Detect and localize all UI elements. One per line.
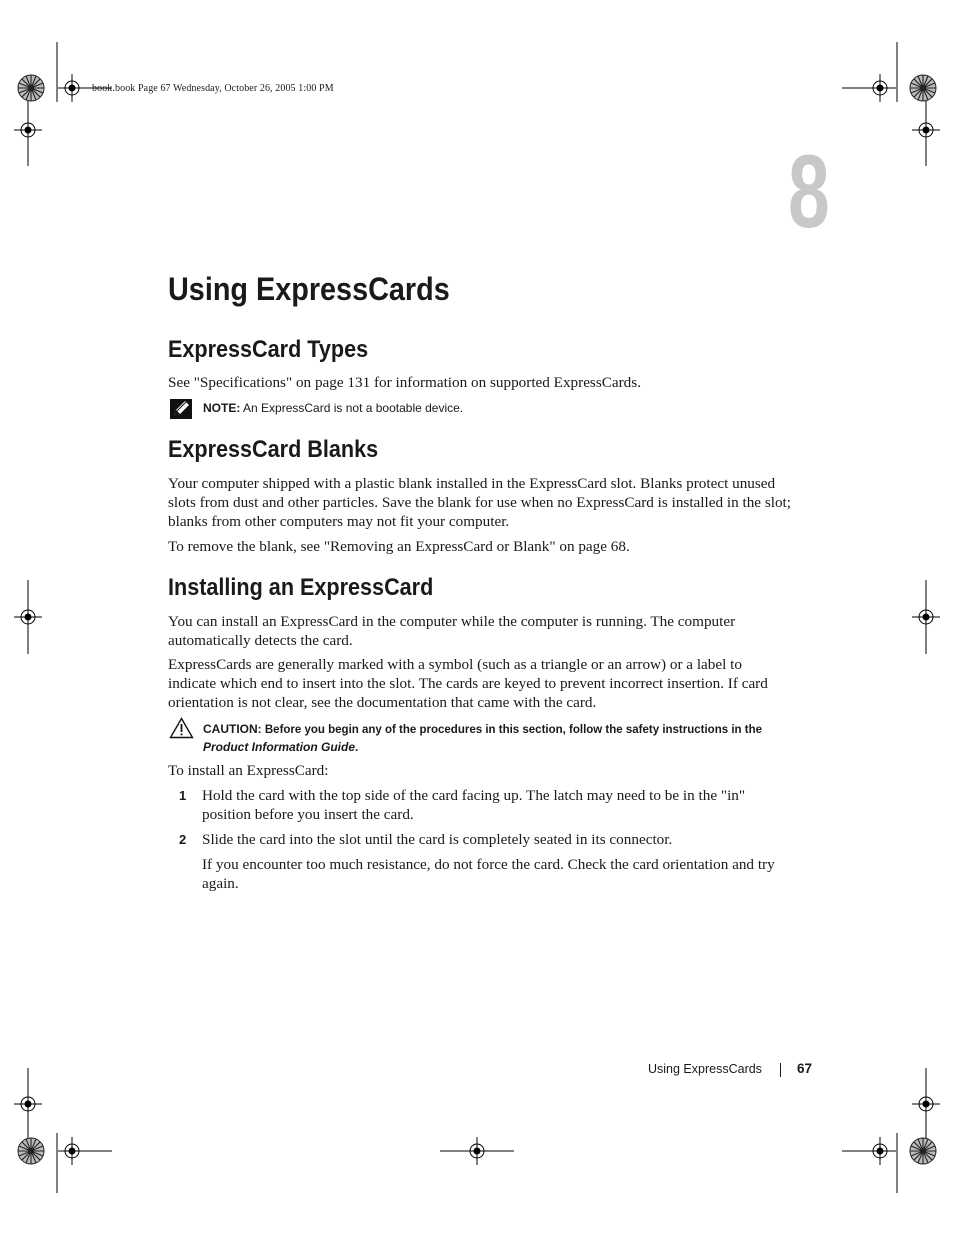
caution-emphasis: Product Information Guide — [203, 740, 355, 754]
caution-label: CAUTION: — [203, 722, 262, 736]
note-body: An ExpressCard is not a bootable device. — [240, 401, 464, 415]
step-number: 2 — [179, 832, 187, 847]
footer-running-title: Using ExpressCards — [648, 1062, 762, 1076]
paragraph: To remove the blank, see "Removing an ExpressCard or Blank" on page 68. — [168, 538, 630, 555]
list-item — [168, 786, 793, 826]
footer-page-number: 67 — [797, 1061, 813, 1076]
step-text: Hold the card with the top side of the card facing up. The latch may need to be in the "in" position before you insert the card. — [202, 787, 746, 823]
chapter-number: 8 — [788, 134, 830, 250]
heading-installing-an-expresscard: Installing an ExpressCard — [168, 574, 434, 601]
page-title: Using ExpressCards — [168, 271, 450, 307]
note-label: NOTE: — [203, 401, 241, 415]
print-header: book.book Page 67 Wednesday, October 26, 2005 1:00 PM — [92, 83, 334, 94]
caution-text — [168, 721, 808, 757]
footer-divider — [780, 1063, 781, 1077]
heading-expresscard-blanks: ExpressCard Blanks — [168, 436, 379, 463]
paragraph: Your computer shipped with a plastic blank installed in the ExpressCard slot. Blanks protect unused slots from dust and other particles. Save the blank for use when no ExpressCard is installed in the slot; blanks from other computers may not fit your computer. — [168, 475, 791, 530]
step-number: 1 — [179, 788, 187, 803]
step-text: Slide the card into the slot until the card is completely seated in its connector. — [202, 831, 673, 848]
paragraph-intro: To install an ExpressCard: — [168, 762, 329, 779]
list-item — [168, 830, 793, 850]
caution-end: . — [355, 740, 359, 754]
note-pencil-icon — [170, 399, 192, 419]
step-followup: If you encounter too much resistance, do not force the card. Check the card orientation and try again. — [202, 856, 775, 892]
heading-expresscard-types: ExpressCard Types — [168, 336, 369, 363]
paragraph: You can install an ExpressCard in the computer while the computer is running. The computer automatically detects the card. — [168, 613, 736, 649]
paragraph: See "Specifications" on page 131 for information on supported ExpressCards. — [168, 374, 641, 391]
note-text — [203, 401, 463, 415]
caution-body: Before you begin any of the procedures in this section, follow the safety instructions in the — [261, 724, 762, 736]
paragraph: ExpressCards are generally marked with a symbol (such as a triangle or an arrow) or a label to indicate which end to insert into the slot. The cards are keyed to prevent incorrect insertion. If card orientation is not clear, see the documentation that came with the card. — [168, 656, 768, 711]
